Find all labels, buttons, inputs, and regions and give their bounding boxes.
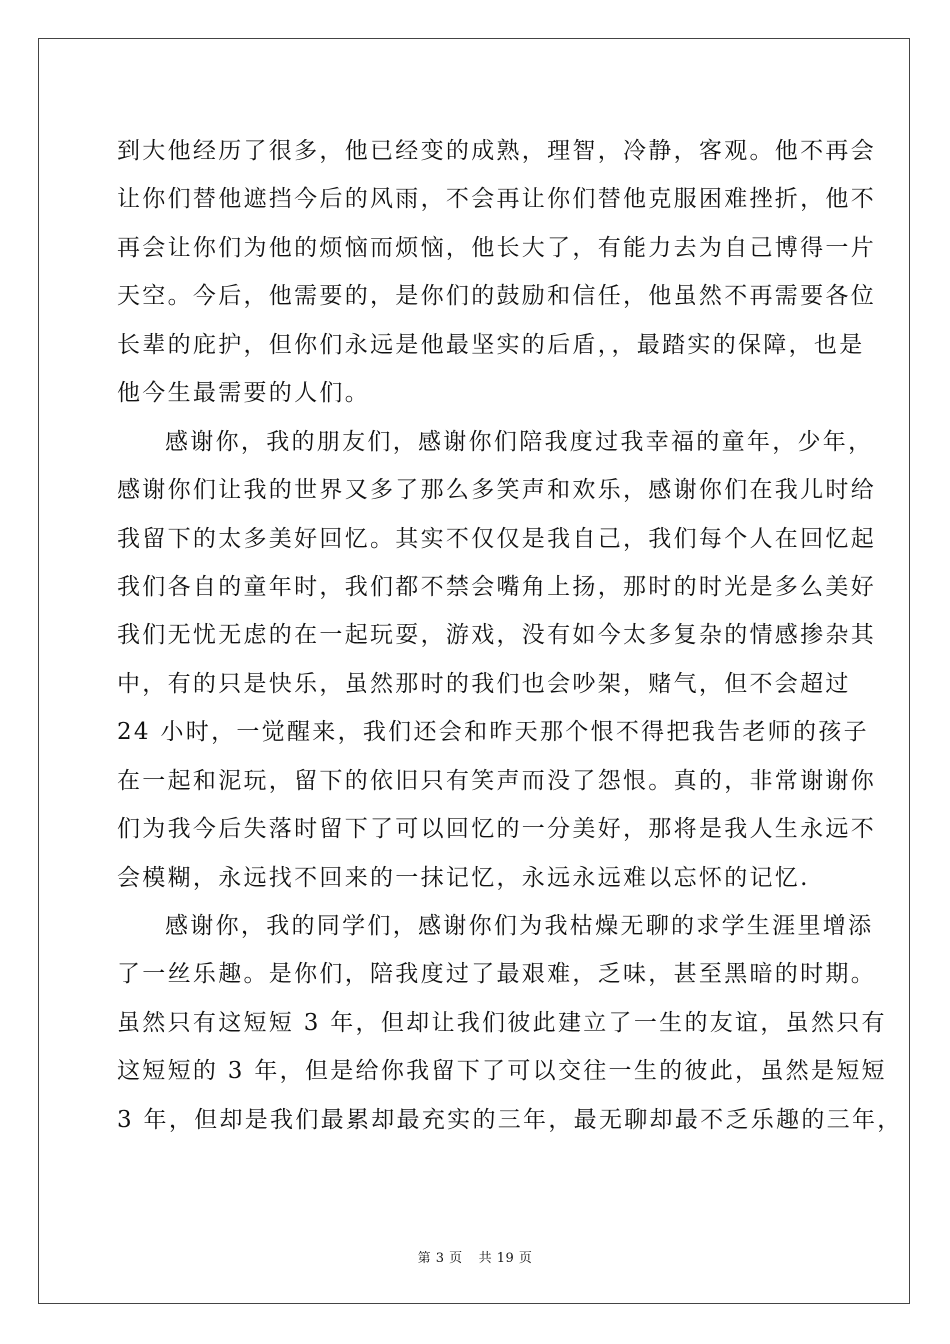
text-line: 24 小时，一觉醒来，我们还会和昨天那个恨不得把我告老师的孩子 [117,719,869,746]
text-line: 长辈的庇护，但你们永远是他最坚实的后盾，，最踏实的保障，也是 [117,331,865,358]
text-line: 我留下的太多美好回忆。其实不仅仅是我自己，我们每个人在回忆起 [117,525,876,552]
text-line: 会模糊，永远找不回来的一抹记忆，永远永远难以忘怀的记忆. [117,864,810,891]
text-line: 虽然只有这短短 3 年，但却让我们彼此建立了一生的友谊，虽然只有 [117,1009,887,1036]
text-line: 感谢你们让我的世界又多了那么多笑声和欢乐，感谢你们在我儿时给 [117,477,876,504]
text-line: 这短短的 3 年，但是给你我留下了可以交往一生的彼此，虽然是短短 [117,1058,887,1085]
text-line: 我们各自的童年时，我们都不禁会嘴角上扬，那时的时光是多么美好 [117,573,876,600]
page-footer [0,1247,950,1266]
text-line: 我们无忧无虑的在一起玩耍，游戏，没有如今太多复杂的情感掺杂其 [117,622,876,649]
text-line: 他今生最需要的人们。 [117,380,370,407]
page-total: 共 19 页 [478,1251,533,1266]
text-line: 中，有的只是快乐，虽然那时的我们也会吵架，赌气，但不会超过 [117,670,851,697]
text-line: 们为我今后失落时留下了可以回忆的一分美好，那将是我人生永远不 [117,816,876,843]
text-line: 感谢你，我的朋友们，感谢你们陪我度过我幸福的童年，少年， [165,428,874,455]
text-line: 再会让你们为他的烦恼而烦恼，他长大了，有能力去为自己博得一片 [117,234,876,261]
text-line: 感谢你，我的同学们，感谢你们为我枯燥无聊的求学生涯里增添 [165,913,874,939]
text-line: 了一丝乐趣。是你们，陪我度过了最艰难，乏味，甚至黑暗的时期。 [117,961,876,988]
page-number: 第 3 页 [417,1251,463,1266]
text-line: 在一起和泥玩，留下的依旧只有笑声而没了怨恨。真的，非常谢谢你 [117,767,876,794]
text-line: 天空。今后，他需要的，是你们的鼓励和信任，他虽然不再需要各位 [117,283,876,310]
text-line: 让你们替他遮挡今后的风雨，不会再让你们替他克服困难挫折，他不 [117,186,876,213]
text-line: 3 年，但却是我们最累却最充实的三年，最无聊却最不乏乐趣的三年， [117,1106,903,1133]
text-line: 到大他经历了很多，他已经变的成熟，理智，冷静，客观。他不再会 [117,138,876,164]
document-body [117,127,903,1144]
